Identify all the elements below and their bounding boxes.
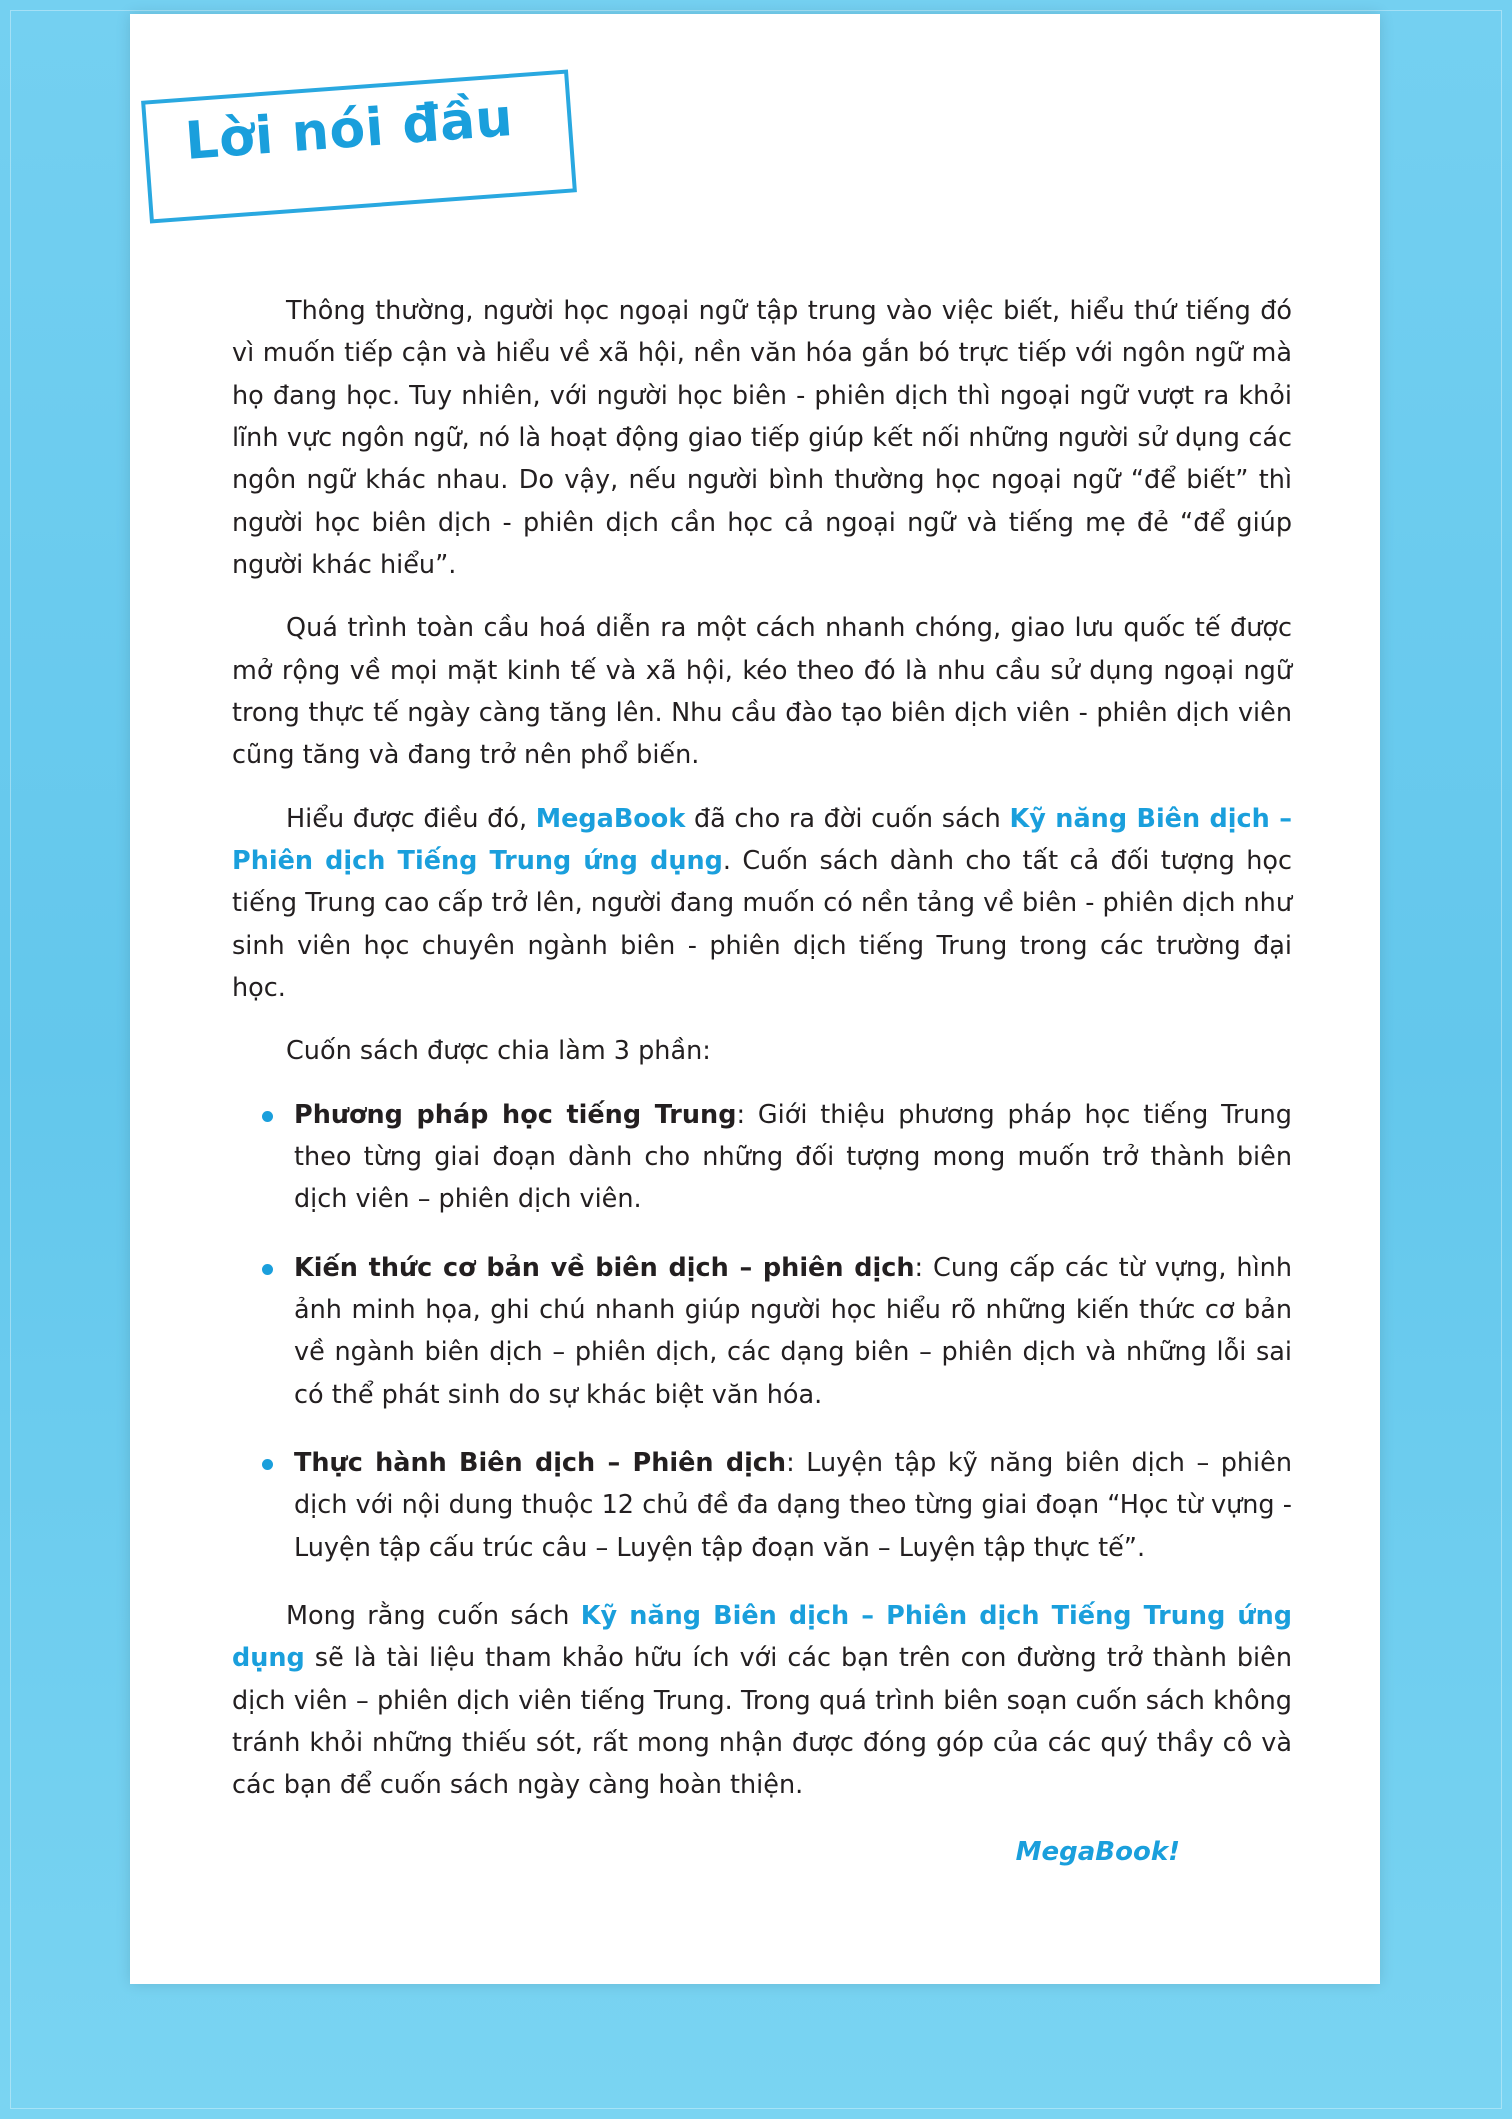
list-item-text: : Cung cấp các từ vựng, hình ảnh minh họa, ghi chú nhanh giúp người học hiểu rõ những kiến thức cơ bản về ngành biên dịch – phiên dịch, các dạng biên – phiên dịch và những lỗi sai có thể phát sinh do sự khác biệt văn hóa. [294, 1252, 1292, 1410]
brand-name: MegaBook [535, 803, 686, 834]
list-item [232, 1094, 1292, 1221]
page-title: Lời nói đầu [183, 88, 516, 172]
signature: MegaBook! [1015, 1836, 1180, 1867]
document-body [232, 290, 1292, 1874]
list-item-label: Kiến thức cơ bản về biên dịch – phiên dịch [294, 1252, 915, 1283]
list-item-label: Thực hành Biên dịch – Phiên dịch [294, 1447, 787, 1478]
book-title-second: Kỹ năng Biên dịch – Phiên dịch Tiếng Trung ứng dụng [232, 1600, 1292, 1674]
list-item-text: : Giới thiệu phương pháp học tiếng Trung theo từng giai đoạn dành cho những đối tượng mong muốn trở thành biên dịch viên – phiên dịch viên. [294, 1099, 1292, 1215]
paragraph-3 [232, 798, 1292, 1010]
list-item-text: : Luyện tập kỹ năng biên dịch – phiên dịch với nội dung thuộc 12 chủ đề đa dạng theo từng giai đoạn “Học từ vựng - Luyện tập cấu trúc câu – Luyện tập đoạn văn – Luyện tập thực tế”. [294, 1447, 1292, 1563]
paragraph-2: Quá trình toàn cầu hoá diễn ra một cách nhanh chóng, giao lưu quốc tế được mở rộng về mọi mặt kinh tế và xã hội, kéo theo đó là nhu cầu sử dụng ngoại ngữ trong thực tế ngày càng tăng lên. Nhu cầu đào tạo biên dịch viên - phiên dịch viên cũng tăng và đang trở nên phổ biến. [232, 613, 1292, 771]
bullet-dot-icon [262, 1459, 273, 1470]
paragraph-3-mid: đã cho ra đời cuốn sách [685, 803, 1010, 834]
list-item [232, 1247, 1292, 1416]
paragraph-3-lead: Hiểu được điều đó, [286, 803, 536, 834]
paragraph-5-lead: Mong rằng cuốn sách [286, 1600, 581, 1631]
paragraph-5-tail: sẽ là tài liệu tham khảo hữu ích với các bạn trên con đường trở thành biên dịch viên – phiên dịch viên tiếng Trung. Trong quá trình biên soạn cuốn sách không tránh khỏi những thiếu sót, rất mong nhận được đóng góp của các quý thầy cô và các bạn để cuốn sách ngày càng hoàn thiện. [232, 1643, 1292, 1801]
paragraph-5 [232, 1595, 1292, 1807]
list-item [232, 1442, 1292, 1569]
paragraph-3-tail: . Cuốn sách dành cho tất cả đối tượng học tiếng Trung cao cấp trở lên, người đang muốn có nền tảng về biên - phiên dịch như sinh viên học chuyên ngành biên - phiên dịch tiếng Trung trong các trường đại học. [232, 845, 1292, 1003]
list-item-label: Phương pháp học tiếng Trung [294, 1099, 737, 1130]
book-title-first: Kỹ năng Biên dịch – Phiên dịch Tiếng Trung ứng dụng [232, 803, 1292, 876]
bullet-dot-icon [262, 1111, 273, 1122]
paragraph-1: Thông thường, người học ngoại ngữ tập trung vào việc biết, hiểu thứ tiếng đó vì muốn tiếp cận và hiểu về xã hội, nền văn hóa gắn bó trực tiếp với ngôn ngữ mà họ đang học. Tuy nhiên, với người học biên - phiên dịch thì ngoại ngữ vượt ra khỏi lĩnh vực ngôn ngữ, nó là hoạt động giao tiếp giúp kết nối những người sử dụng các ngôn ngữ khác nhau. Do vậy, nếu người bình thường học ngoại ngữ “để biết” thì người học biên dịch - phiên dịch cần học cả ngoại ngữ và tiếng mẹ đẻ “để giúp người khác hiểu”. [232, 296, 1292, 580]
bullet-dot-icon [262, 1264, 273, 1275]
section-list [232, 1094, 1292, 1569]
paragraph-4: Cuốn sách được chia làm 3 phần: [286, 1036, 711, 1067]
